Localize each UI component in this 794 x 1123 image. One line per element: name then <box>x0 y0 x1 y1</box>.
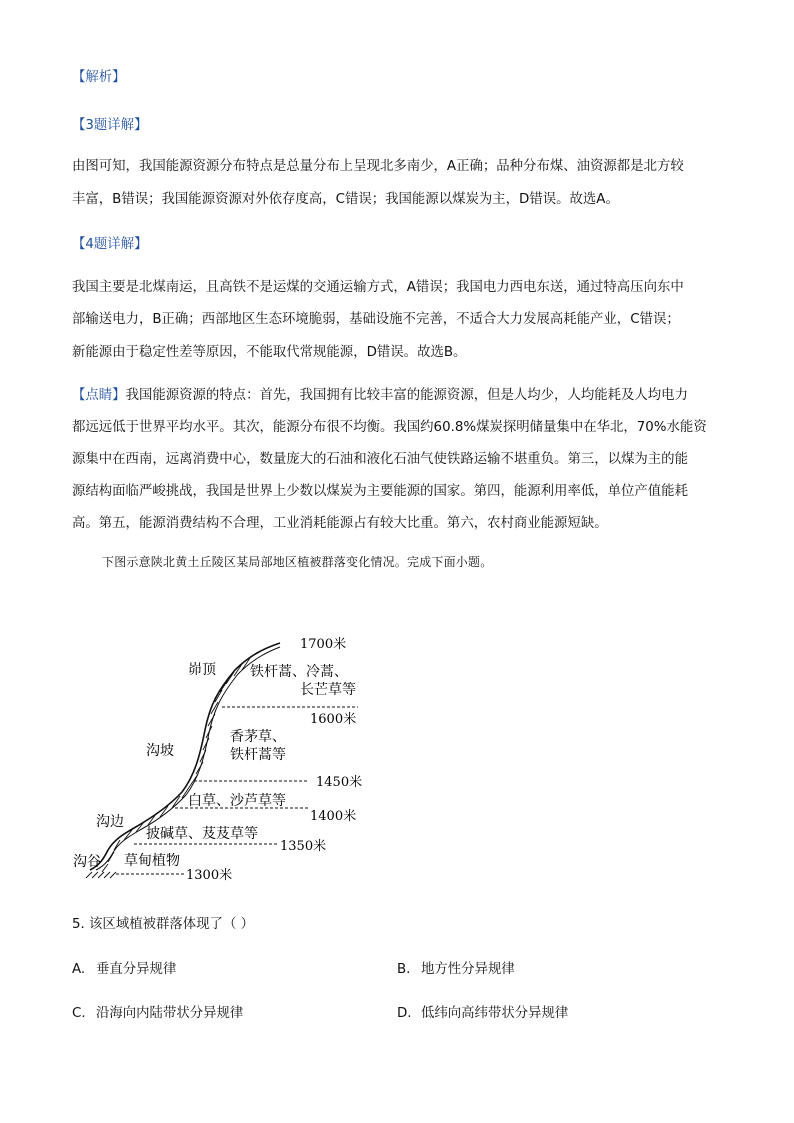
tip-line-2: 都远远低于世界平均水平。其次，能源分布很不均衡。我国约60.8%煤炭探明储量集中在华北，70%水能资 <box>72 420 707 435</box>
option-b-key: B. <box>397 962 411 977</box>
q4-line-2: 部输送电力，B正确；西部地区生态环境脆弱，基础设施不完善，不适合大力发展高耗能产业，C错误； <box>72 312 680 327</box>
tip-label: 【点睛】 <box>72 388 126 403</box>
elev-1300: 1300米 <box>186 868 233 883</box>
label-mao-top: 峁顶 <box>188 662 216 678</box>
q3-heading: 【3题详解】 <box>72 118 148 133</box>
label-gou-slope: 沟坡 <box>146 743 174 759</box>
option-c[interactable] <box>72 1002 243 1021</box>
veg-zone-1a: 铁杆蒿、冷蒿、 <box>250 664 348 680</box>
analysis-heading: 【解析】 <box>72 70 126 85</box>
q4-line-3: 新能源由于稳定性差等原因，不能取代常规能源，D错误。故选B。 <box>72 345 467 360</box>
veg-zone-2b: 铁杆蒿等 <box>230 747 286 763</box>
vegetation-zone-diagram <box>60 620 400 890</box>
q3-line-2: 丰富，B错误；我国能源资源对外依存度高，C错误；我国能源以煤炭为主，D错误。故选A。 <box>72 192 619 207</box>
q3-line-1: 由图可知，我国能源资源分布特点是总量分布上呈现北多南少，A正确；品种分布煤、油资源都是北方较 <box>72 159 684 174</box>
elev-1400: 1400米 <box>310 809 357 824</box>
veg-zone-3: 白草、沙芦草等 <box>188 793 286 809</box>
question-5-stem: 5. 该区域植被群落体现了（ ） <box>72 917 254 932</box>
q4-line-1: 我国主要是北煤南运，且高铁不是运煤的交通运输方式，A错误；我国电力西电东送，通过特高压向东中 <box>72 280 684 295</box>
intro-text: 下图示意陕北黄土丘陵区某局部地区植被群落变化情况。完成下面小题。 <box>102 555 493 569</box>
option-c-text: 沿海向内陆带状分异规律 <box>96 1006 244 1021</box>
tip-line-3: 源集中在西南，远离消费中心，数量庞大的石油和液化石油气使铁路运输不堪重负。第三，以煤为主的能 <box>72 452 688 467</box>
elev-1450: 1450米 <box>316 775 363 790</box>
tip-line-5: 高。第五，能源消费结构不合理，工业消耗能源占有较大比重。第六，农村商业能源短缺。 <box>72 516 608 531</box>
option-c-key: C. <box>72 1006 86 1021</box>
option-d-text: 低纬向高纬带状分异规律 <box>421 1006 569 1021</box>
q4-heading: 【4题详解】 <box>72 237 148 252</box>
elev-1600: 1600米 <box>310 712 357 727</box>
elev-1700: 1700米 <box>300 637 347 652</box>
tip-line-1 <box>72 384 688 403</box>
veg-zone-4: 披碱草、芨芨草等 <box>146 826 258 842</box>
option-d[interactable] <box>397 1002 568 1021</box>
option-a-text: 垂直分异规律 <box>96 962 177 977</box>
option-a[interactable] <box>72 958 176 977</box>
option-a-key: A. <box>72 962 86 977</box>
veg-zone-2a: 香茅草、 <box>230 729 286 745</box>
label-gou-valley: 沟谷 <box>73 854 101 870</box>
veg-zone-5: 草甸植物 <box>124 853 180 869</box>
veg-zone-1b: 长芒草等 <box>300 682 356 698</box>
option-d-key: D. <box>397 1006 412 1021</box>
option-b[interactable] <box>397 958 515 977</box>
option-b-text: 地方性分异规律 <box>421 962 515 977</box>
label-gou-edge: 沟边 <box>96 814 124 830</box>
elev-1350: 1350米 <box>280 839 327 854</box>
tip-line-4: 源结构面临严峻挑战，我国是世界上少数以煤炭为主要能源的国家。第四，能源利用率低，单位产值能耗 <box>72 484 688 499</box>
tip-text-1: 我国能源资源的特点：首先，我国拥有比较丰富的能源资源，但是人均少，人均能耗及人均电力 <box>125 388 688 403</box>
